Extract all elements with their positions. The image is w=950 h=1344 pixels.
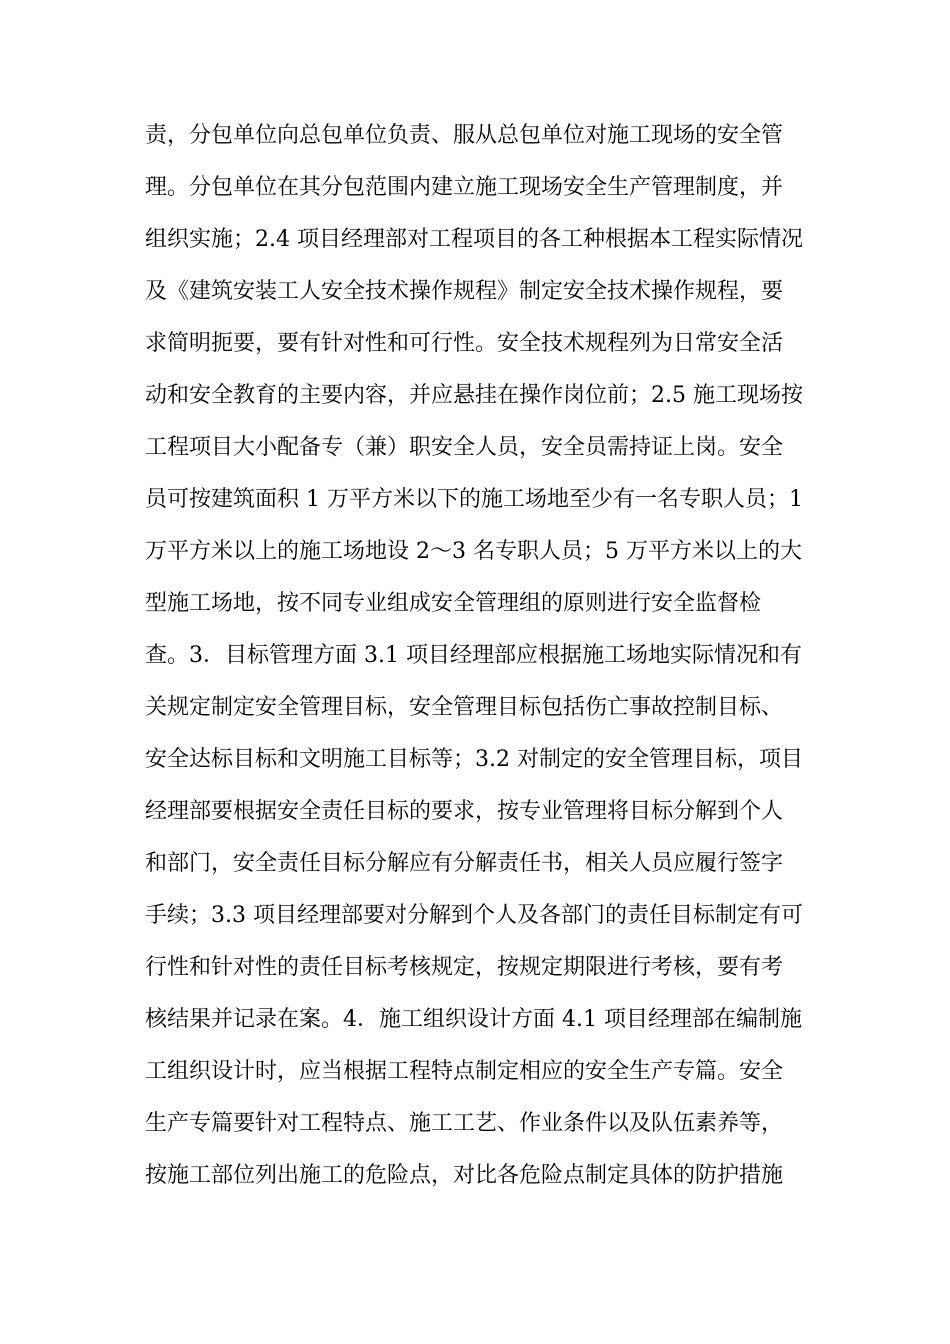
text-line: 查。3．目标管理方面 3.1 项目经理部应根据施工场地实际情况和有 <box>145 643 802 668</box>
text-line: 经理部要根据安全责任目标的要求，按专业管理将目标分解到个人 <box>145 799 784 824</box>
text-line: 行性和针对性的责任目标考核规定，按规定期限进行考核，要有考 <box>145 955 784 980</box>
text-line: 手续；3.3 项目经理部要对分解到个人及各部门的责任目标制定有可 <box>145 903 803 928</box>
text-line: 及《建筑安装工人安全技术操作规程》制定安全技术操作规程，要 <box>145 279 784 304</box>
text-line: 生产专篇要针对工程特点、施工工艺、作业条件以及队伍素养等， <box>145 1111 784 1136</box>
text-line: 关规定制定安全管理目标，安全管理目标包括伤亡事故控制目标、 <box>145 695 784 720</box>
text-line: 责，分包单位向总包单位负责、服从总包单位对施工现场的安全管 <box>145 123 784 148</box>
text-line: 理。分包单位在其分包范围内建立施工现场安全生产管理制度，并 <box>145 175 784 200</box>
text-line: 求简明扼要，要有针对性和可行性。安全技术规程列为日常安全活 <box>145 331 784 356</box>
text-line: 按施工部位列出施工的危险点，对比各危险点制定具体的防护措施 <box>145 1163 784 1188</box>
text-line: 和部门，安全责任目标分解应有分解责任书，相关人员应履行签字 <box>145 851 784 876</box>
text-line: 组织实施；2.4 项目经理部对工程项目的各工种根据本工程实际情况 <box>145 227 803 252</box>
text-line: 型施工场地，按不同专业组成安全管理组的原则进行安全监督检 <box>145 591 762 616</box>
text-line: 核结果并记录在案。4．施工组织设计方面 4.1 项目经理部在编制施 <box>145 1007 802 1032</box>
text-line: 工组织设计时，应当根据工程特点制定相应的安全生产专篇。安全 <box>145 1059 784 1084</box>
text-line: 安全达标目标和文明施工目标等；3.2 对制定的安全管理目标，项目 <box>145 747 803 772</box>
text-line: 万平方米以上的施工场地设 2～3 名专职人员；5 万平方米以上的大 <box>145 539 802 564</box>
text-line: 动和安全教育的主要内容，并应悬挂在操作岗位前；2.5 施工现场按 <box>145 383 803 408</box>
text-line: 员可按建筑面积 1 万平方米以下的施工场地至少有一名专职人员；1 <box>145 487 803 512</box>
text-line: 工程项目大小配备专（兼）职安全人员，安全员需持证上岗。安全 <box>145 435 784 460</box>
